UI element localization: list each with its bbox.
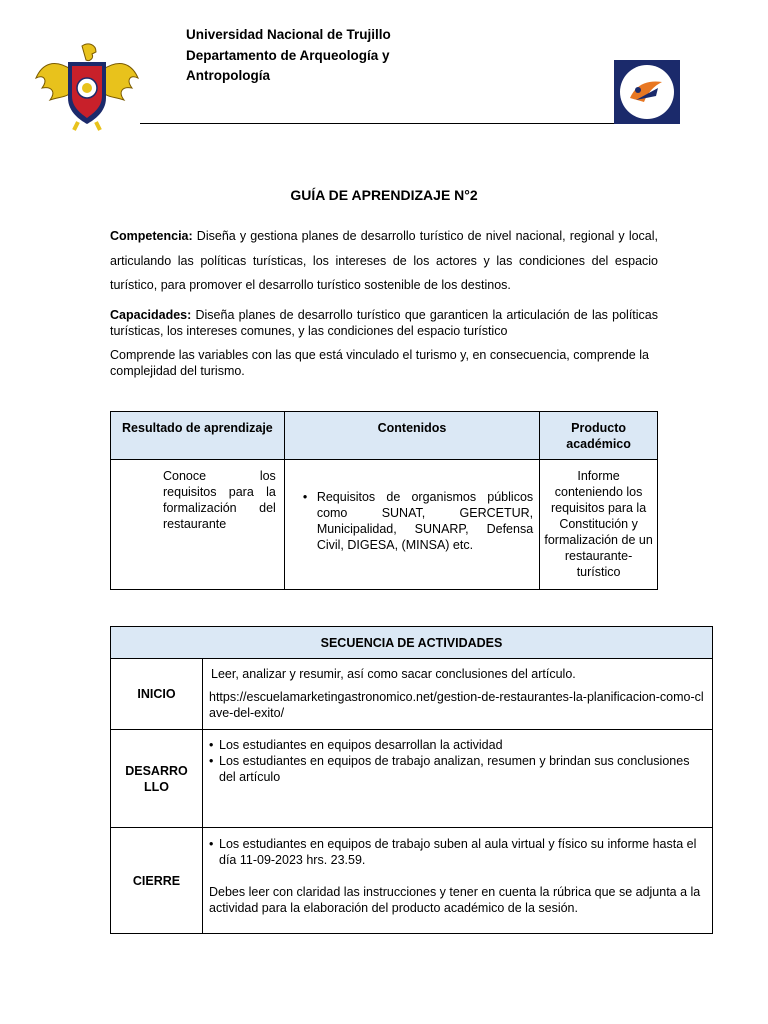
header-producto-text: Producto académico [566,421,631,451]
capacidades-text: Diseña planes de desarrollo turístico que garanticen la articulación de las políticas turísticas, los intereses comunes, y las condiciones del espacio turístico [110,308,658,338]
header-producto [540,412,658,460]
article-link[interactable]: https://escuelamarketingastronomico.net/gestion-de-restaurantes-la-planificacion-como-clave-del-exito/ [209,690,704,720]
stage-label-desarrollo [111,730,203,828]
learning-results-table [110,411,658,590]
stage-label-inicio: INICIO [111,659,203,730]
university-logo [34,40,140,132]
stage-body-cierre [203,828,713,934]
university-name: Universidad Nacional de Trujillo [186,27,391,42]
product-cell [540,460,658,590]
department-logo [614,60,680,124]
header-divider [140,123,615,124]
product-text: Informe conteniendo los requisitos para la Constitución y formalización de un restaurante-turístico [544,469,653,579]
stage-row-cierre [111,828,713,934]
capacidades-label: Capacidades: [110,308,192,322]
stage-row-inicio [111,659,713,730]
inicio-instruction: Leer, analizar y resumir, así como sacar conclusiones del artículo. [211,667,576,681]
result-text: Conoce los requisitos para la formalización del restaurante [163,469,276,531]
header-contenidos: Contenidos [284,412,539,460]
document-title: GUÍA DE APRENDIZAJE N°2 [290,187,478,203]
desarrollo-bullet-2: • Los estudiantes en equipos de trabajo analizan, resumen y brindan sus conclusiones del artículo [209,753,706,785]
table-header-row [111,412,658,460]
activity-sequence-table [110,626,713,934]
department-name-line2: Antropología [186,68,270,83]
header-institution [186,25,391,87]
content-cell [284,460,539,590]
stage-row-desarrollo [111,730,713,828]
department-name-line1: Departamento de Arqueología y [186,47,390,63]
cierre-note: Debes leer con claridad las instrucciones y tener en cuenta la rúbrica que se adjunta a la actividad para la elaboración del producto académico de la sesión. [209,885,701,915]
stage-label-cierre: CIERRE [111,828,203,934]
competencia-label: Competencia: [110,229,193,243]
competencia-text: Diseña y gestiona planes de desarrollo turístico de nivel nacional, regional y local, articulando las políticas turísticas, los intereses de los actores y las condiciones del espacio turístico, para promover el desarrollo turístico sostenible de los destinos. [110,229,658,292]
table-row [111,460,658,590]
content-bullet: • Requisitos de organismos públicos como SUNAT, GERCETUR, Municipalidad, SUNARP, Defensa Civil, DIGESA, (MINSA) etc. [303,489,533,553]
cierre-bullet: • Los estudiantes en equipos de trabajo suben al aula virtual y físico su informe hasta el día 11-09-2023 hrs. 23.59. [209,836,706,868]
capacidades-paragraph [110,307,658,339]
stage-body-inicio [203,659,713,730]
result-cell [111,460,285,590]
comprende-paragraph: Comprende las variables con las que está vinculado el turismo y, en consecuencia, comprende la complejidad del turismo. [110,348,649,378]
stage-label-desarrollo-text: DESARROLLO [125,763,188,794]
stage-body-desarrollo [203,730,713,828]
header-resultado: Resultado de aprendizaje [111,412,285,460]
desarrollo-bullet-1: • Los estudiantes en equipos desarrollan la actividad [209,737,706,753]
sequence-header-row [111,627,713,659]
competencia-paragraph [110,224,658,298]
sequence-title: SECUENCIA DE ACTIVIDADES [111,627,713,659]
